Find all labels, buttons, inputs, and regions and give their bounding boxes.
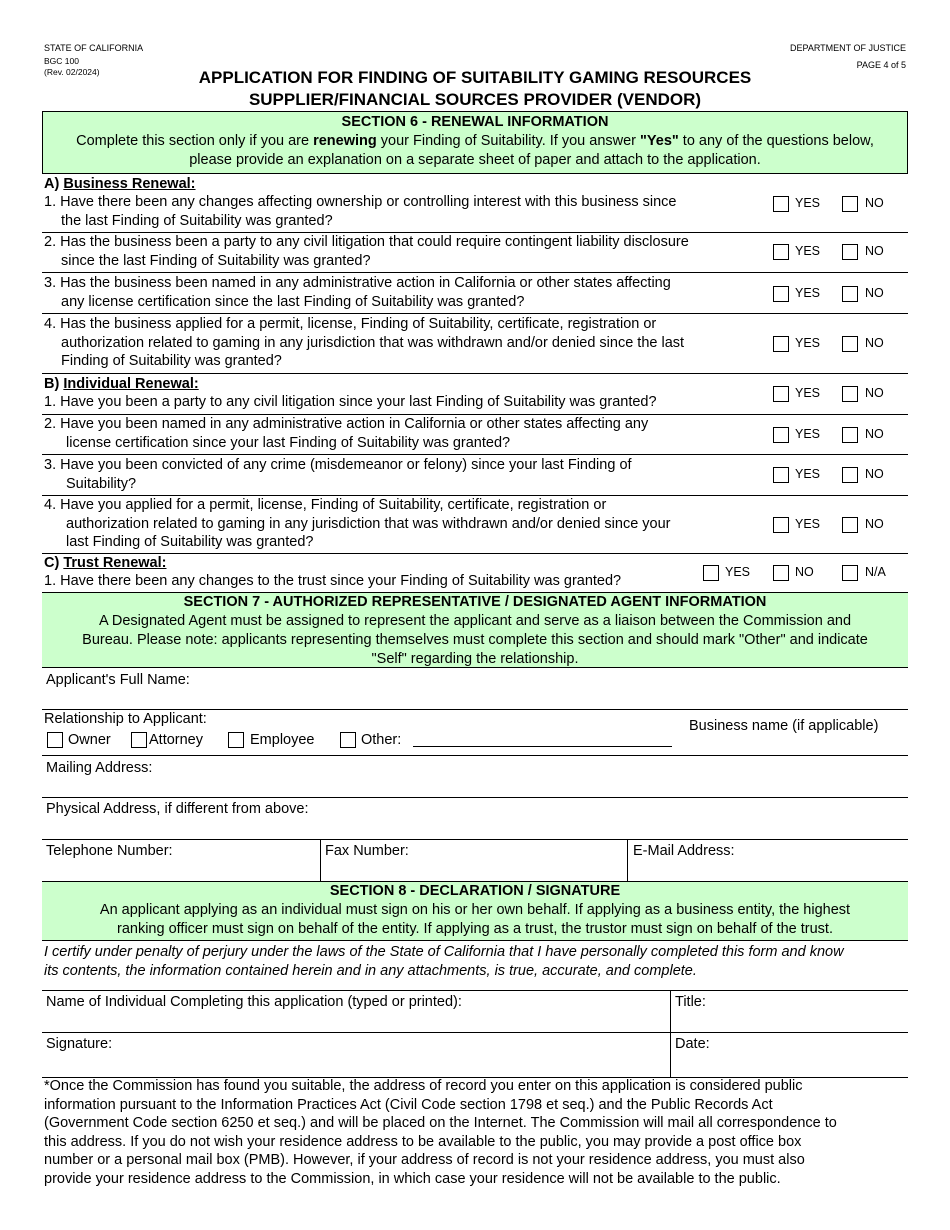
yes-label: YES (795, 336, 821, 350)
business-question-1: 1. Have there been any changes affecting ownership or controlling interest with this business since the last Finding of Suitability was granted? (44, 194, 677, 229)
individual-question-3: 3. Have you been convicted of any crime (misdemeanor or felony) since your last Finding of Suitability? (44, 457, 632, 492)
individual-q1-yes-checkbox[interactable] (773, 386, 789, 402)
no-label: NO (865, 196, 884, 210)
section7-title: SECTION 7 - AUTHORIZED REPRESENTATIVE / DESIGNATED AGENT INFORMATION (183, 594, 767, 610)
section6-intro-line2: please provide an explanation on a separate sheet of paper and attach to the application. (189, 152, 761, 168)
yes-label: YES (795, 244, 821, 258)
individual-question-2: 2. Have you been named in any administrative action in California or other states affecting any license certification since your last Finding of Suitability was granted? (44, 416, 649, 451)
section6-title: SECTION 6 - RENEWAL INFORMATION (341, 114, 609, 130)
department-label: DEPARTMENT OF JUSTICE (789, 43, 906, 53)
owner-label: Owner (68, 732, 111, 748)
mailing-address-label: Mailing Address: (46, 760, 153, 776)
business-q3-yes-checkbox[interactable] (773, 286, 789, 302)
section8-title: SECTION 8 - DECLARATION / SIGNATURE (329, 883, 621, 899)
yes-label: YES (795, 386, 821, 400)
email-label: E-Mail Address: (633, 843, 735, 859)
physical-address-label: Physical Address, if different from above: (46, 801, 309, 817)
other-label: Other: (361, 732, 402, 748)
other-input-line[interactable] (413, 746, 672, 747)
signature-label: Signature: (46, 1036, 113, 1052)
section7-header (42, 592, 908, 668)
trust-renewal-heading: C) Trust Renewal: (44, 555, 167, 571)
completer-name-label: Name of Individual Completing this application (typed or printed): (46, 994, 462, 1010)
individual-q2-yes-checkbox[interactable] (773, 427, 789, 443)
applicant-full-name-field[interactable] (42, 690, 908, 708)
fax-label: Fax Number: (325, 843, 409, 859)
section8-header (42, 881, 908, 941)
employee-checkbox[interactable] (228, 732, 244, 748)
business-q2-no-checkbox[interactable] (842, 244, 858, 260)
email-field[interactable] (629, 860, 907, 878)
yes-label: YES (795, 517, 821, 531)
yes-label: YES (795, 196, 821, 210)
individual-question-4: 4. Have you applied for a permit, license, Finding of Suitability, certificate, registration or authorization related to gaming in any jurisdiction that was withdrawn and/or denied since your last Finding of Suitability was granted? (44, 497, 671, 550)
yes-label: YES (725, 565, 751, 579)
section8-line1: An applicant applying as an individual must sign on his or her own behalf. If applying as a business entity, the highest (99, 902, 851, 918)
divider (42, 313, 908, 314)
business-q4-yes-checkbox[interactable] (773, 336, 789, 352)
divider (42, 454, 908, 455)
divider (42, 1032, 908, 1033)
no-label: NO (865, 467, 884, 481)
business-q4-no-checkbox[interactable] (842, 336, 858, 352)
mailing-address-field[interactable] (42, 777, 908, 795)
no-label: NO (865, 336, 884, 350)
section7-line2: Bureau. Please note: applicants representing themselves must complete this section and should mark "Other" and indicate (82, 632, 868, 648)
section7-line1: A Designated Agent must be assigned to represent the applicant and serve as a liaison between the Commission and (98, 613, 852, 629)
divider (627, 839, 628, 881)
individual-q1-no-checkbox[interactable] (842, 386, 858, 402)
date-field[interactable] (672, 1053, 907, 1075)
address-footnote: *Once the Commission has found you suitable, the address of record you enter on this application is considered public information pursuant to the Information Practices Act (Civil Code section 1798 et seq.) and the Public Records Act (Government Code section 6250 et seq.) and will be placed on the Internet. The Commission will mail all correspondence to this address. If you do not wish your residence address to be available to the public, you may provide a post office box number or a personal mail box (PMB). However, if your address of record is not your residence address, you must also provide your residence address to the Commission, in which case your residence will not be available to the public. (44, 1078, 837, 1187)
attorney-checkbox[interactable] (131, 732, 147, 748)
applicant-full-name-label: Applicant's Full Name: (46, 672, 190, 688)
no-label: NO (865, 386, 884, 400)
form-title-line2: SUPPLIER/FINANCIAL SOURCES PROVIDER (VENDOR) (248, 90, 702, 109)
divider (42, 755, 908, 756)
yes-label: YES (795, 286, 821, 300)
other-checkbox[interactable] (340, 732, 356, 748)
certification-line2: its contents, the information contained herein and in any attachments, is true, accurate, and complete. (44, 963, 697, 979)
telephone-label: Telephone Number: (46, 843, 173, 859)
attorney-label: Attorney (149, 732, 203, 748)
no-label: NO (865, 286, 884, 300)
employee-label: Employee (250, 732, 315, 748)
section6-header (42, 111, 908, 174)
page-number: PAGE 4 of 5 (856, 60, 906, 70)
divider (670, 990, 671, 1078)
business-q1-no-checkbox[interactable] (842, 196, 858, 212)
relationship-label: Relationship to Applicant: (44, 711, 207, 727)
divider (42, 990, 908, 991)
signature-field[interactable] (42, 1053, 668, 1075)
no-label: NO (865, 244, 884, 258)
business-renewal-heading: A) Business Renewal: (44, 176, 196, 192)
business-q3-no-checkbox[interactable] (842, 286, 858, 302)
trust-q1-na-checkbox[interactable] (842, 565, 858, 581)
section8-line2: ranking officer must sign on behalf of the entity. If applying as a trust, the trustor must sign on behalf of the trust. (117, 921, 833, 937)
form-revision: (Rev. 02/2024) (44, 67, 100, 77)
individual-q2-no-checkbox[interactable] (842, 427, 858, 443)
individual-question-1: 1. Have you been a party to any civil litigation since your last Finding of Suitability was granted? (44, 394, 657, 410)
divider (320, 839, 321, 881)
business-name-label: Business name (if applicable) (689, 718, 879, 734)
state-label: STATE OF CALIFORNIA (44, 43, 144, 53)
yes-label: YES (795, 427, 821, 441)
divider (42, 797, 908, 798)
section7-line3: "Self" regarding the relationship. (371, 651, 579, 667)
owner-checkbox[interactable] (47, 732, 63, 748)
fax-field[interactable] (322, 860, 625, 878)
business-question-2: 2. Has the business been a party to any civil litigation that could require contingent liability disclosure since the last Finding of Suitability was granted? (44, 234, 689, 269)
business-question-3: 3. Has the business been named in any administrative action in California or other states affecting any license certification since the last Finding of Suitability was granted? (44, 275, 671, 310)
individual-q4-yes-checkbox[interactable] (773, 517, 789, 533)
individual-q4-no-checkbox[interactable] (842, 517, 858, 533)
divider (42, 839, 908, 840)
form-title-line1: APPLICATION FOR FINDING OF SUITABILITY GAMING RESOURCES (198, 68, 752, 87)
na-label: N/A (865, 565, 886, 579)
individual-q3-yes-checkbox[interactable] (773, 467, 789, 483)
section6-intro-line1: Complete this section only if you are renewing your Finding of Suitability. If you answer "Yes" to any of the questions below, (76, 133, 874, 149)
divider (42, 272, 908, 273)
business-q2-yes-checkbox[interactable] (773, 244, 789, 260)
individual-renewal-heading: B) Individual Renewal: (44, 376, 199, 392)
form-id: BGC 100 (44, 56, 79, 66)
yes-label: YES (795, 467, 821, 481)
trust-q1-no-checkbox[interactable] (773, 565, 789, 581)
telephone-field[interactable] (42, 860, 319, 878)
individual-q3-no-checkbox[interactable] (842, 467, 858, 483)
title-field[interactable] (672, 1011, 907, 1029)
business-question-4: 4. Has the business applied for a permit, license, Finding of Suitability, certificate, registration or authorization related to gaming in any jurisdiction that was withdrawn and/or denied since the last Finding of Suitability was granted? (44, 316, 685, 369)
business-q1-yes-checkbox[interactable] (773, 196, 789, 212)
divider (42, 373, 908, 374)
title-label: Title: (675, 994, 706, 1010)
trust-question-1: 1. Have there been any changes to the trust since your Finding of Suitability was granted? (44, 573, 622, 589)
date-label: Date: (675, 1036, 710, 1052)
no-label: NO (865, 517, 884, 531)
trust-q1-yes-checkbox[interactable] (703, 565, 719, 581)
no-label: NO (795, 565, 814, 579)
divider (42, 553, 908, 554)
no-label: NO (865, 427, 884, 441)
physical-address-field[interactable] (42, 818, 908, 836)
certification-line1: I certify under penalty of perjury under the laws of the State of California that I have personally completed this form and know (44, 944, 844, 960)
completer-name-field[interactable] (42, 1011, 668, 1029)
